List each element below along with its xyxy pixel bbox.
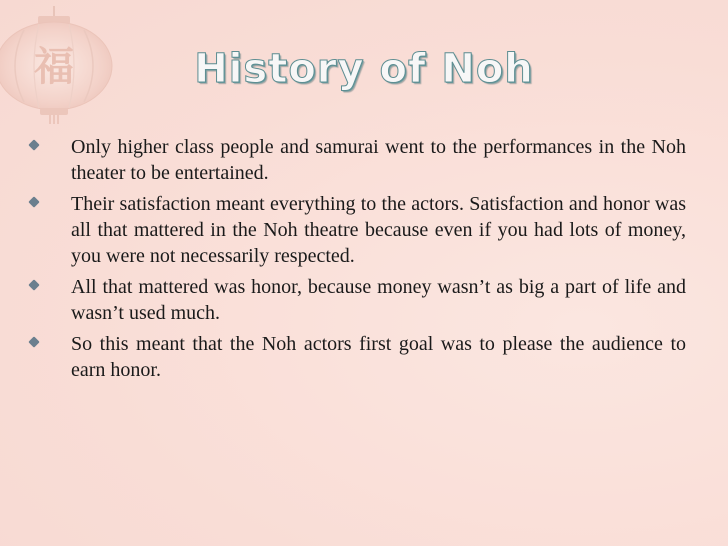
bullet-item bbox=[30, 191, 686, 269]
bullet-text: Their satisfaction meant everything to the actors. Satisfaction and honor was all that mattered in the Noh theatre because even if you had lots of money, you were not necessarily respected. bbox=[71, 193, 686, 267]
diamond-bullet-icon bbox=[28, 196, 39, 207]
slide-title: History of Noh bbox=[194, 46, 534, 92]
bullet-text: So this meant that the Noh actors first goal was to please the audience to earn honor. bbox=[71, 333, 686, 381]
bullet-text: Only higher class people and samurai went to the performances in the Noh theater to be entertained. bbox=[71, 136, 686, 184]
bullet-list bbox=[30, 134, 686, 388]
bullet-item bbox=[30, 134, 686, 186]
diamond-bullet-icon bbox=[28, 139, 39, 150]
lantern-glyph: 福 bbox=[34, 44, 74, 90]
bullet-text: All that mattered was honor, because money wasn’t as big a part of life and wasn’t used much. bbox=[71, 276, 686, 324]
bullet-item bbox=[30, 331, 686, 383]
diamond-bullet-icon bbox=[28, 279, 39, 290]
bullet-item bbox=[30, 274, 686, 326]
diamond-bullet-icon bbox=[28, 336, 39, 347]
